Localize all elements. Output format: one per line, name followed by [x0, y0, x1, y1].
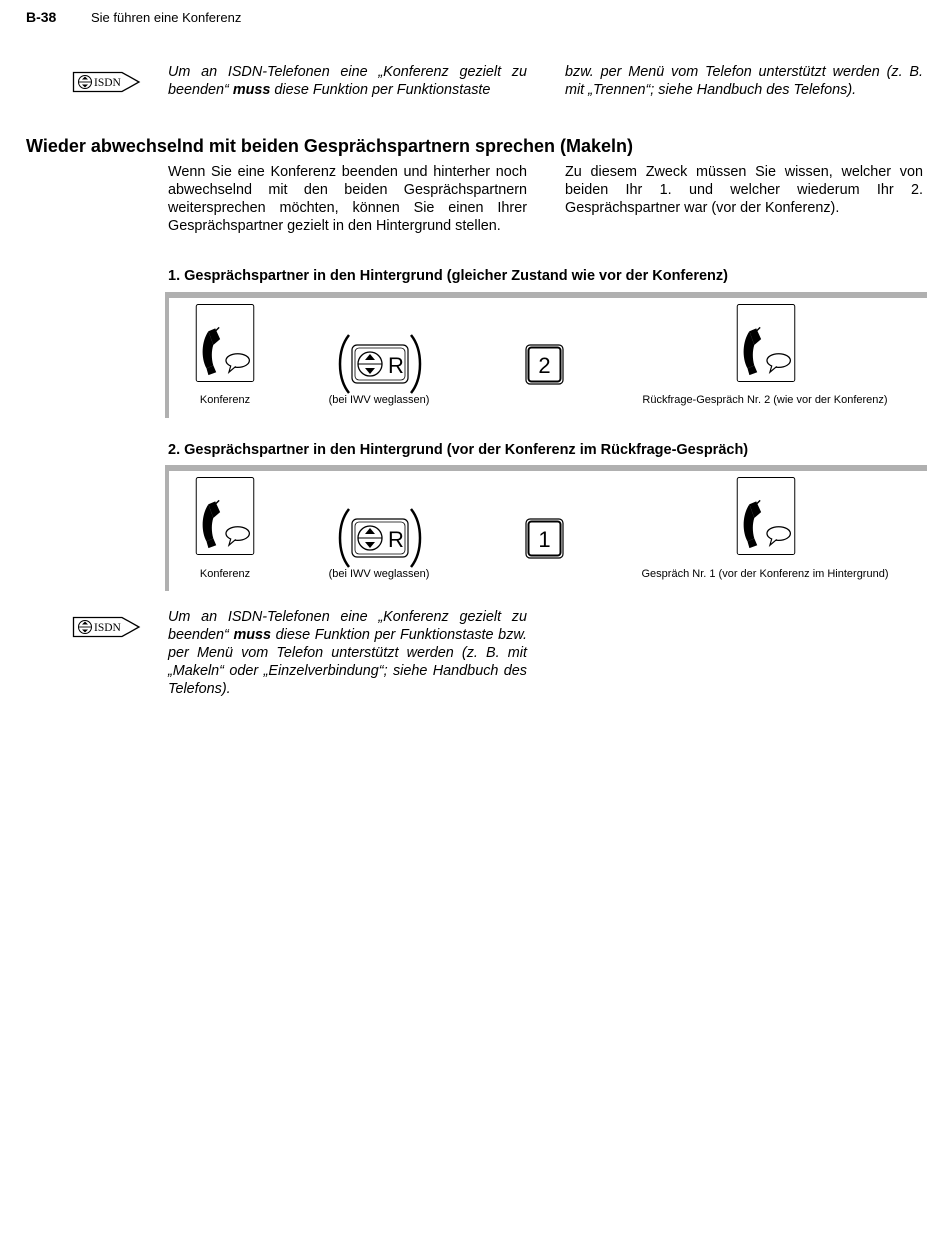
- step-2-end-caption: Gespräch Nr. 1 (vor der Konferenz im Hintergrund): [641, 568, 889, 580]
- phone-handset-icon: [736, 477, 796, 555]
- step-2-phone-caption: Konferenz: [199, 568, 251, 580]
- page-number: B-38: [26, 9, 57, 25]
- isdn-icon-label: ISDN: [94, 622, 121, 635]
- phone-handset-icon: [195, 477, 255, 555]
- digit-1-key-icon[interactable]: [525, 518, 565, 560]
- section-intro-col2: Zu diesem Zweck müssen Sie wissen, welcher von beiden Ihr 1. und welcher wiederum Ihr 2. Gesprächspartner war (vor der Konferenz).: [565, 164, 923, 216]
- digit-key-label: 1: [538, 527, 551, 552]
- r-key-label: R: [388, 527, 404, 552]
- r-key-icon: [335, 332, 425, 396]
- isdn-note-top-col2: bzw. per Menü vom Telefon unterstützt werden (z. B. mit „Trennen“; siehe Handbuch des Telefons).: [565, 64, 923, 98]
- step-1-r-caption: (bei IWV weglassen): [328, 394, 430, 406]
- step-2-r-caption: (bei IWV weglassen): [328, 568, 430, 580]
- digit-key-label: 2: [538, 353, 551, 378]
- isdn-note-bottom: Um an ISDN-Telefonen eine „Konferenz gezielt zu beenden“ muss diese Funktion per Funktionstaste bzw. per Menü vom Telefon unterstützt werden (z. B. mit „Makeln“ oder „Einzelverbindung“; siehe Handbuch des Telefons).: [168, 609, 527, 697]
- step-1-end-caption: Rückfrage-Gespräch Nr. 2 (wie vor der Konferenz): [642, 394, 888, 406]
- isdn-icon: [72, 615, 142, 639]
- step-1-heading: 1. Gesprächspartner in den Hintergrund (gleicher Zustand wie vor der Konferenz): [168, 268, 728, 284]
- isdn-icon-label: ISDN: [94, 77, 121, 90]
- r-key-icon: [335, 506, 425, 570]
- section-heading: Wieder abwechselnd mit beiden Gesprächspartnern sprechen (Makeln): [26, 136, 634, 156]
- isdn-icon: [72, 70, 142, 94]
- section-intro-col1: Wenn Sie eine Konferenz beenden und hinterher noch abwechselnd mit den beiden Gesprächspartnern weitersprechen möchten, können Sie einen Ihrer Gesprächspartner gezielt in den Hintergrund stellen.: [168, 164, 527, 234]
- step-2-heading: 2. Gesprächspartner in den Hintergrund (vor der Konferenz im Rückfrage-Gespräch): [168, 442, 749, 458]
- digit-2-key-icon[interactable]: [525, 344, 565, 386]
- step-1-phone-caption: Konferenz: [199, 394, 251, 406]
- isdn-note-top-col1: Um an ISDN-Telefonen eine „Konferenz gezielt zu beenden“ muss diese Funktion per Funktionstaste: [168, 64, 527, 98]
- page-header-title: Sie führen eine Konferenz: [91, 10, 242, 25]
- phone-handset-icon: [736, 304, 796, 382]
- phone-handset-icon: [195, 304, 255, 382]
- r-key-label: R: [388, 353, 404, 378]
